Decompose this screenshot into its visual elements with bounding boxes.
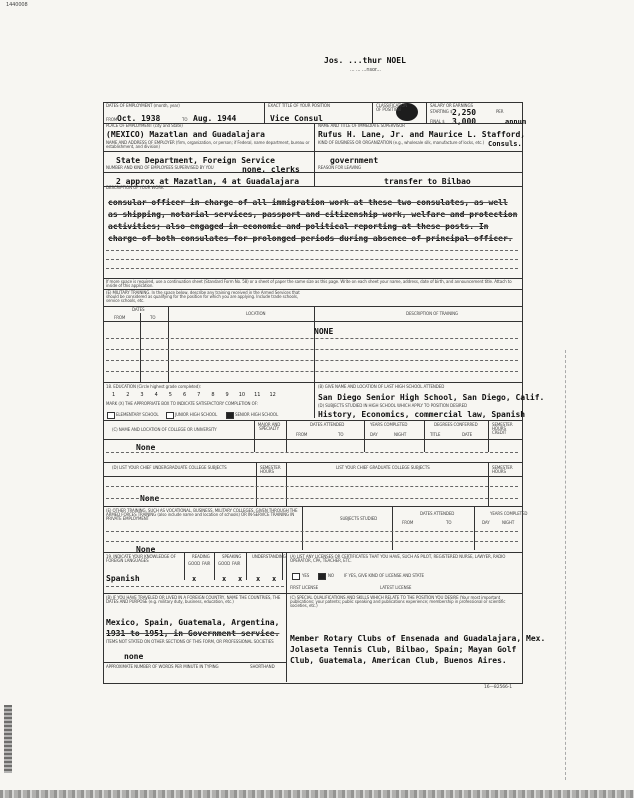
divider xyxy=(104,321,522,322)
license-no-checkbox[interactable] xyxy=(318,573,326,580)
language-mark: x xyxy=(256,575,261,583)
ruled-line xyxy=(106,268,518,269)
divider xyxy=(256,462,257,506)
divider xyxy=(424,420,425,452)
ruled-line xyxy=(106,371,518,372)
ruled-line xyxy=(106,360,518,361)
divider xyxy=(104,382,522,383)
military-training-note: (E) MILITARY TRAINING. In the space below, describe any training received in the Armed Services that should be considered as qualifying for the position for which you are applying. Include trade schools, service schools, etc. xyxy=(106,290,300,303)
business-label: KIND OF BUSINESS OR ORGANIZATION (e.g., wholesale silk, manufacture of locks, etc.) xyxy=(318,140,484,145)
semester-header: SEMESTER HOURS CREDIT xyxy=(492,422,513,435)
starting-label: STARTING $ xyxy=(430,109,453,114)
language-mark: x xyxy=(222,575,227,583)
years-completed-header: YEARS COMPLETED xyxy=(370,422,408,427)
college-value: None xyxy=(136,443,156,452)
license-label: (A) LIST ANY LICENSES OR CERTIFICATES THAT YOU HAVE, SUCH AS PILOT, REGISTERED NURSE, LAWYER, RADIO OPERATOR, CPA, TEACHER, ETC. xyxy=(290,554,506,563)
date-header: DATE xyxy=(462,432,473,437)
divider xyxy=(474,506,475,550)
divider xyxy=(488,420,489,452)
language-mark: x xyxy=(272,575,277,583)
divider xyxy=(286,593,522,594)
language-mark: x xyxy=(238,575,243,583)
major-header: MAJOR AND SPECIALTY xyxy=(257,422,281,431)
other-day-header: DAY xyxy=(482,520,490,525)
travel-label: (B) IF YOU HAVE TRAVELED OR LIVED IN A FOREIGN COUNTRY, NAME THE COUNTRIES, THE DATES AND PURPOSE (e.g. military duty, business, education, etc.) xyxy=(106,595,281,604)
grad-label: LIST YOUR CHIEF GRADUATE COLLEGE SUBJECTS xyxy=(336,465,430,470)
divider xyxy=(104,476,522,477)
ruled-line xyxy=(106,531,518,532)
place-label: PLACE OF EMPLOYMENT (city and State) xyxy=(106,123,183,128)
position-title: Vice Consul xyxy=(270,114,323,123)
day-header: DAY xyxy=(370,432,378,437)
ruled-line xyxy=(106,586,284,587)
language-value: Spanish xyxy=(106,574,140,583)
military-to-header: TO xyxy=(150,315,156,320)
divider xyxy=(264,102,265,123)
dates-label: DATES OF EMPLOYMENT (month, year) xyxy=(106,103,180,108)
ruled-line xyxy=(106,486,518,487)
divider xyxy=(104,506,522,507)
title-header: TITLE xyxy=(430,432,441,437)
junior-high-label: JUNIOR HIGH SCHOOL xyxy=(175,412,218,417)
divider xyxy=(282,552,283,580)
from-label: FROM xyxy=(106,117,118,122)
travel-line-2: 1931 to 1951, in Government service. xyxy=(106,629,280,638)
divider xyxy=(488,462,489,506)
elementary-checkbox[interactable] xyxy=(107,412,115,419)
supervisor-label: NAME AND TITLE OF IMMEDIATE SUPERVISOR xyxy=(318,123,405,128)
undergrad-label: (D) LIST YOUR CHIEF UNDERGRADUATE COLLEGE SUBJECTS xyxy=(112,465,227,470)
final-salary: 3,000 xyxy=(452,117,477,126)
divider xyxy=(314,382,315,418)
to-header: TO xyxy=(338,432,344,437)
divider xyxy=(104,662,286,663)
from-header: FROM xyxy=(296,432,308,437)
grade-number: 7 xyxy=(197,392,201,398)
grade-number: 12 xyxy=(269,392,276,398)
grade-number: 2 xyxy=(126,392,130,398)
languages-label: 19. INDICATE YOUR KNOWLEDGE OF FOREIGN LANGUAGES xyxy=(106,554,176,563)
subjects-studied-header: SUBJECTS STUDIED xyxy=(340,516,378,521)
grade-number: 5 xyxy=(168,392,172,398)
divider xyxy=(286,462,287,506)
undergrad-hours-header: SEMESTER HOURS xyxy=(260,465,281,474)
divider xyxy=(104,462,522,463)
supervised-detail: 2 approx at Mazatlan, 4 at Guadalajara xyxy=(116,177,300,186)
language-mark: x xyxy=(192,575,197,583)
divider xyxy=(426,102,427,123)
per-label: PER xyxy=(496,109,504,114)
divider xyxy=(314,123,315,186)
divider xyxy=(184,552,185,580)
ruled-line xyxy=(106,452,518,453)
license-yes-label: YES xyxy=(302,573,310,578)
junior-high-checkbox[interactable] xyxy=(166,412,174,419)
degrees-header: DEGREES CONFERRED xyxy=(434,422,478,427)
special-qualifications-line: Club, Guatemala, American Club, Buenos Aires. xyxy=(290,656,507,665)
hs-subjects: History, Economics, commercial law, Spanish xyxy=(318,410,526,419)
divider xyxy=(364,420,365,452)
other-dates-header: DATES ATTENDED xyxy=(420,511,455,516)
continuation-note: If more space is required, use a continuation sheet (Standard Form No. 58) or a sheet of paper the same size as this page. Write on each sheet your name, address, date of birth, and announcement title. Attach to inside of this application. xyxy=(106,279,512,288)
reason-label: REASON FOR LEAVING xyxy=(318,165,361,170)
other-from-header: FROM xyxy=(402,520,414,525)
license-kind-label: IF YES, GIVE KIND OF LICENSE AND STATE xyxy=(344,573,424,578)
divider xyxy=(104,439,522,440)
senior-high-label: SENIOR HIGH SCHOOL xyxy=(235,412,279,417)
divider xyxy=(104,420,522,421)
salary-label: SALARY OR EARNINGS xyxy=(430,103,473,108)
binder-edge xyxy=(4,705,12,773)
classification-label: CLASSIFICATION OF POSITION xyxy=(376,103,408,112)
ruled-line xyxy=(106,541,518,542)
grade-number: 11 xyxy=(254,392,261,398)
elementary-label: ELEMENTARY SCHOOL xyxy=(116,412,159,417)
military-description-header: DESCRIPTION OF TRAINING xyxy=(406,311,459,316)
business-kind: government xyxy=(330,156,379,165)
professional-societies-value: none xyxy=(124,652,144,661)
ruled-line xyxy=(106,498,518,499)
grade-number: 4 xyxy=(154,392,158,398)
divider xyxy=(392,506,393,550)
other-training-label: (E) OTHER TRAINING, SUCH AS VOCATIONAL, BUSINESS, MILITARY COLLEGES, GIVEN THROUGH THE ARMED FORCES TRAINING (also include name and location of schools) OR IN-SERVICE TRAINING IN PRIVATE EMPLOYMENT xyxy=(106,508,298,521)
work-label: DESCRIPTION OF YOUR WORK xyxy=(106,185,164,190)
title-label: EXACT TITLE OF YOUR POSITION xyxy=(268,103,330,108)
grad-hours-header: SEMESTER HOURS xyxy=(492,465,513,474)
senior-high-checkbox[interactable] xyxy=(226,412,234,419)
understanding-header: UNDERSTANDING xyxy=(252,554,286,559)
fair-header: FAIR xyxy=(232,561,241,566)
divider xyxy=(372,102,373,123)
reading-header: READING xyxy=(192,554,210,559)
to-label: TO xyxy=(182,117,188,122)
license-no-label: NO xyxy=(328,573,334,578)
divider xyxy=(214,552,215,580)
divider xyxy=(302,506,303,550)
other-to-header: TO xyxy=(446,520,452,525)
supervised-label: NUMBER AND KIND OF EMPLOYEES SUPERVISED BY YOU xyxy=(106,165,214,170)
divider xyxy=(246,552,247,580)
high-school-name: San Diego Senior High School, San Diego, Calif. xyxy=(318,393,545,402)
applicant-name-sub: ... ... ...nsor... xyxy=(350,67,381,73)
other-years-header: YEARS COMPLETED xyxy=(490,511,528,516)
grade-number: 3 xyxy=(140,392,144,398)
employer-label: NAME AND ADDRESS OF EMPLOYER (firm, organization, or person; if Federal, name department, bureau or establishment, and division) xyxy=(106,140,310,149)
work-description-line: charge of both consulates for prolonged periods during absence of principal officer. xyxy=(108,234,513,243)
dates-attended-header: DATES ATTENDED xyxy=(310,422,345,427)
ruled-line xyxy=(106,259,518,260)
first-license-label: FIRST LICENSE xyxy=(290,585,319,590)
reason-for-leaving: transfer to Bilbao xyxy=(384,177,471,186)
employment-to: Aug. 1944 xyxy=(193,114,237,123)
divider xyxy=(104,186,522,187)
work-description-line: activities; also engaged in economic and political reporting at these posts. In xyxy=(108,222,489,231)
education-label: 18. EDUCATION (Circle highest grade completed): xyxy=(106,384,201,389)
professional-societies-label: ITEMS NOT STATED ON OTHER SECTIONS OF THIS FORM, OR PROFESSIONAL SOCIETIES xyxy=(106,639,274,644)
document-number: 1440008 xyxy=(6,2,28,8)
special-qualifications-line: Jolaseta Tennis Club, Bilbao, Spain; Mayan Golf xyxy=(290,645,517,654)
employer-name: State Department, Foreign Service xyxy=(116,156,275,165)
military-location-header: LOCATION xyxy=(246,311,266,316)
high-school-label: (B) GIVE NAME AND LOCATION OF LAST HIGH SCHOOL ATTENDED xyxy=(318,384,445,389)
scan-edge xyxy=(0,790,634,798)
special-qualifications-line: Member Rotary Clubs of Ensenada and Guadalajara, Mex. xyxy=(290,634,546,643)
form-number: 16—82566-1 xyxy=(484,685,513,690)
divider xyxy=(104,151,522,152)
military-dates-header: DATES xyxy=(132,307,145,312)
starting-salary: 2,250 xyxy=(452,108,477,117)
grade-number: 1 xyxy=(112,392,116,398)
divider xyxy=(104,593,286,594)
night-header: NIGHT xyxy=(394,432,407,437)
final-label: FINAL $ xyxy=(430,119,445,124)
latest-license-label: LATEST LICENSE xyxy=(380,585,412,590)
other-training-value: None xyxy=(136,545,156,554)
divider xyxy=(104,172,522,173)
travel-line-1: Mexico, Spain, Guatemala, Argentina, xyxy=(106,618,280,627)
fair-header: FAIR xyxy=(202,561,211,566)
military-from-header: FROM xyxy=(114,315,126,320)
grade-number: 9 xyxy=(225,392,229,398)
shorthand-label: SHORTHAND xyxy=(250,664,275,669)
work-description-line: as shipping, notarial services, passport and citizenship work, welfare and protection xyxy=(108,210,518,219)
other-night-header: NIGHT xyxy=(502,520,515,525)
hs-subjects-label: (D) SUBJECTS STUDIED IN HIGH SCHOOL WHICH APPLY TO POSITION DESIRED xyxy=(318,403,468,408)
divider xyxy=(286,420,287,452)
typing-label: APPROXIMATE NUMBER OF WORDS PER MINUTE IN TYPING xyxy=(106,664,219,669)
divider xyxy=(104,552,522,553)
ruled-line xyxy=(106,250,518,251)
work-description-line: consular officer in charge of all immigration work at these two consulates, as well xyxy=(108,198,508,207)
applicant-name: Jos. ...thur NOEL xyxy=(324,56,406,65)
divider xyxy=(286,552,287,682)
grade-row xyxy=(112,392,276,398)
salary-period: annum xyxy=(505,118,527,126)
grade-number: 10 xyxy=(238,392,246,398)
grade-number: 8 xyxy=(211,392,215,398)
completion-label: MARK (X) THE APPROPRIATE BOX TO INDICATE SATISFACTORY COMPLETION OF: xyxy=(106,401,258,406)
college-label: (C) NAME AND LOCATION OF COLLEGE OR UNIVERSITY xyxy=(112,427,217,432)
good-header: GOOD xyxy=(188,561,201,566)
ruled-line xyxy=(106,349,518,350)
employment-from: Oct. 1938 xyxy=(117,114,161,123)
supervisor-name: Rufus H. Lane, Jr. and Maurice L. Stafford, xyxy=(318,130,526,139)
license-yes-checkbox[interactable] xyxy=(292,573,300,580)
divider xyxy=(254,420,255,452)
undergrad-value: None xyxy=(140,494,160,503)
speaking-header: SPEAKING xyxy=(222,554,242,559)
special-qualifications-label: (C) SPECIAL QUALIFICATIONS AND SKILLS WHICH RELATE TO THE POSITION YOU DESIRE (Your most important publications; your patents; public speaking and publications experience; membership in professional or scientific societies, etc.) xyxy=(290,595,506,608)
good-header: GOOD xyxy=(218,561,231,566)
ruled-line xyxy=(106,338,518,339)
supervisor-title: Consuls. xyxy=(488,140,522,148)
supervised-count: none, clerks xyxy=(242,165,300,174)
scan-artifact-line xyxy=(565,350,566,780)
place-of-employment: (MEXICO) Mazatlan and Guadalajara xyxy=(106,130,265,139)
divider xyxy=(104,306,522,307)
grade-number: 6 xyxy=(182,392,187,398)
military-training-value: NONE xyxy=(314,327,334,336)
